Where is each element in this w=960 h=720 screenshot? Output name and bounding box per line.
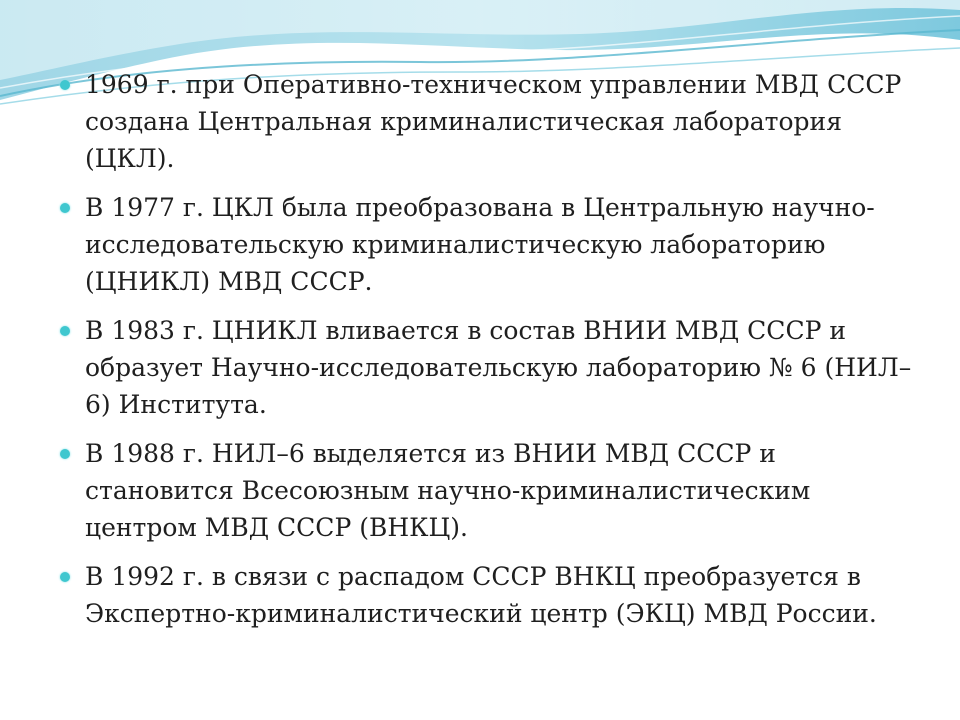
bullet-dot-icon: [60, 203, 70, 213]
bullet-text: В 1983 г. ЦНИКЛ вливается в состав ВНИИ МВД СССР и образует Научно-исследовательскую лабораторию № 6 (НИЛ–6) Института.: [85, 316, 912, 419]
bullet-dot-icon: [60, 449, 70, 459]
bullet-item: [60, 558, 920, 632]
bullet-dot-icon: [60, 80, 70, 90]
bullet-item: [60, 435, 920, 546]
bullet-item: [60, 66, 920, 177]
bullet-text: В 1977 г. ЦКЛ была преобразована в Центральную научно-исследовательскую криминалистическую лабораторию (ЦНИКЛ) МВД СССР.: [85, 193, 875, 296]
slide-content: [60, 66, 920, 644]
bullet-list: [60, 66, 920, 632]
bullet-dot-icon: [60, 572, 70, 582]
bullet-item: [60, 312, 920, 423]
bullet-text: 1969 г. при Оперативно-техническом управлении МВД СССР создана Центральная криминалистическая лаборатория (ЦКЛ).: [85, 70, 902, 173]
bullet-text: В 1992 г. в связи с распадом СССР ВНКЦ преобразуется в Экспертно-криминалистический центр (ЭКЦ) МВД России.: [85, 562, 877, 628]
bullet-text: В 1988 г. НИЛ–6 выделяется из ВНИИ МВД СССР и становится Всесоюзным научно-криминалистическим центром МВД СССР (ВНКЦ).: [85, 439, 811, 542]
bullet-item: [60, 189, 920, 300]
bullet-dot-icon: [60, 326, 70, 336]
